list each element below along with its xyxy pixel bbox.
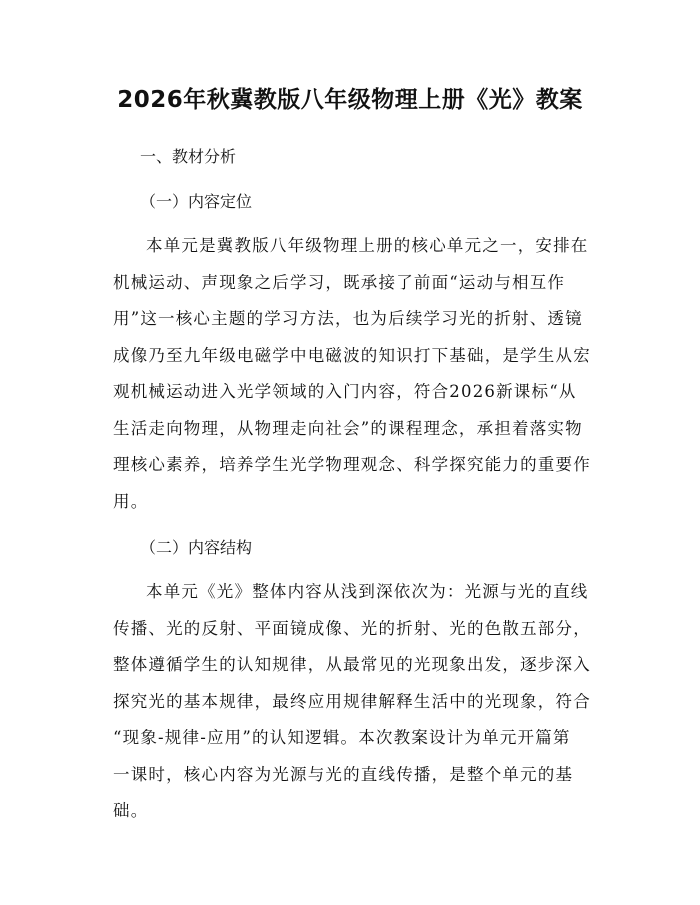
subsection-heading-content-positioning: （一）内容定位 bbox=[140, 192, 253, 211]
document-title: 2026年秋冀教版八年级物理上册《光》教案 bbox=[117, 87, 583, 113]
paragraph-line: 观机械运动进入光学领域的入门内容，符合2026新课标“从 bbox=[113, 382, 577, 401]
paragraph-line: “现象-规律-应用”的认知逻辑。本次教案设计为单元开篇第 bbox=[113, 728, 571, 747]
paragraph-line: 探究光的基本规律，最终应用规律解释生活中的光现象，符合 bbox=[113, 691, 591, 711]
paragraph-line: 理核心素养，培养学生光学物理观念、科学探究能力的重要作 bbox=[113, 455, 591, 474]
paragraph-line: 用。 bbox=[113, 491, 149, 511]
paragraph-content-structure bbox=[113, 574, 605, 830]
paragraph-line: 成像乃至九年级电磁学中电磁波的知识打下基础，是学生从宏 bbox=[113, 345, 591, 365]
paragraph-line: 生活走向物理，从物理走向社会”的课程理念，承担着落实物 bbox=[113, 418, 583, 438]
paragraph-line: 整体遵循学生的认知规律，从最常见的光现象出发，逐步深入 bbox=[113, 655, 591, 674]
paragraph-content-positioning bbox=[113, 228, 605, 520]
paragraph-line: 一课时，核心内容为光源与光的直线传播，是整个单元的基 bbox=[113, 764, 574, 784]
subsection-heading-content-structure: （二）内容结构 bbox=[140, 538, 253, 557]
paragraph-line: 用”这一核心主题的学习方法，也为后续学习光的折射、透镜 bbox=[113, 309, 583, 328]
section-heading-textbook-analysis: 一、教材分析 bbox=[140, 147, 237, 166]
paragraph-line: 传播、光的反射、平面镜成像、光的折射、光的色散五部分， bbox=[113, 618, 591, 638]
paragraph-line: 本单元是冀教版八年级物理上册的核心单元之一，安排在 bbox=[146, 236, 589, 255]
paragraph-line: 机械运动、声现象之后学习，既承接了前面“运动与相互作 bbox=[113, 272, 566, 292]
paragraph-line: 本单元《光》整体内容从浅到深依次为：光源与光的直线 bbox=[146, 582, 589, 601]
paragraph-line: 础。 bbox=[113, 801, 149, 820]
